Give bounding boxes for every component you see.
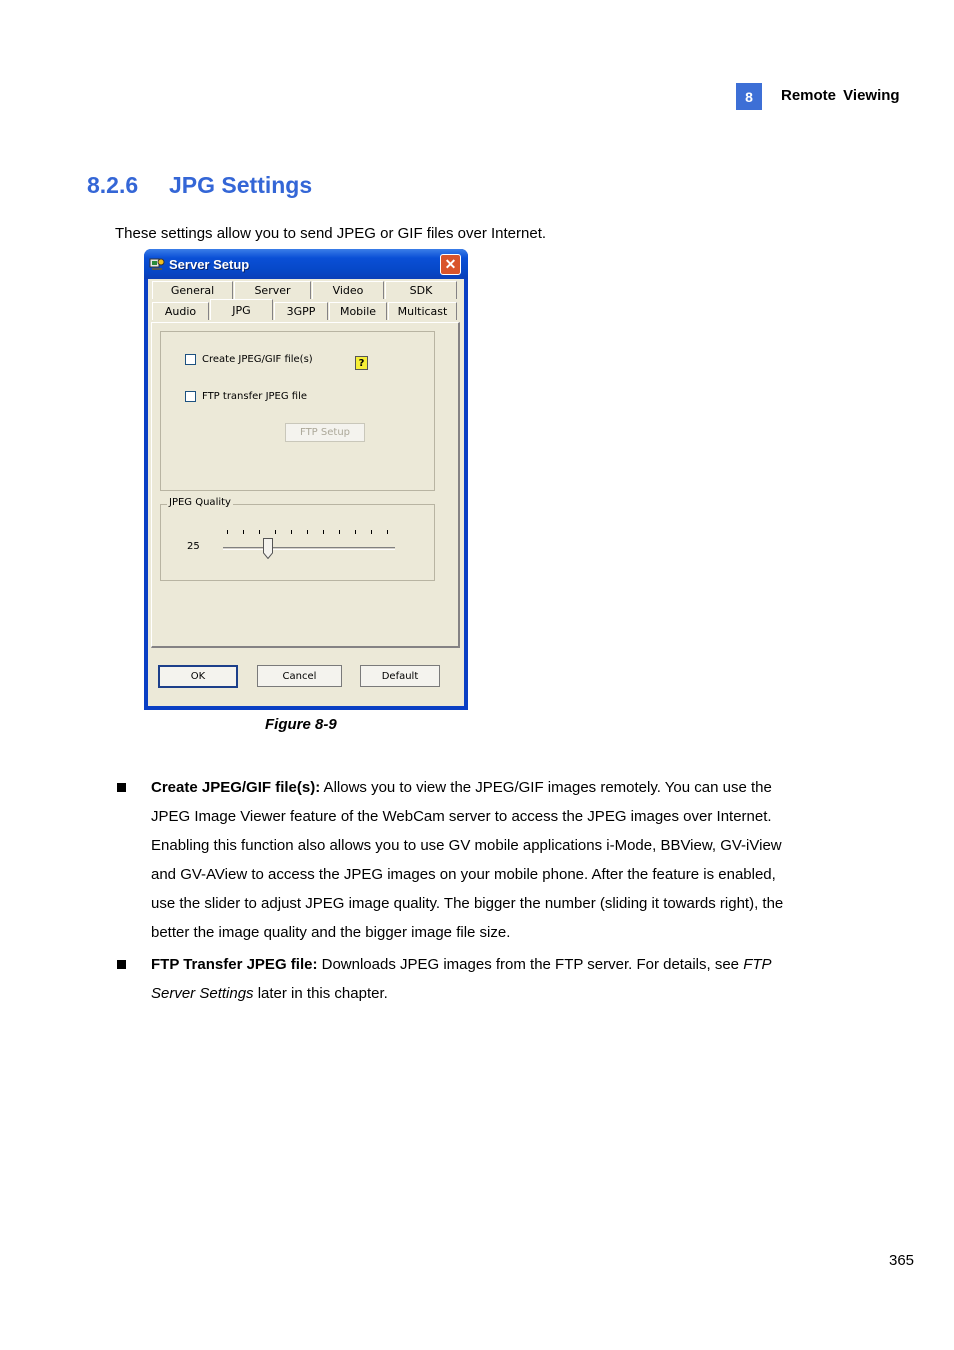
jpg-tab-panel: [151, 322, 460, 648]
slider-tick: [291, 530, 292, 534]
close-button[interactable]: [440, 254, 461, 275]
bullet-line: better the image quality and the bigger image file size.: [151, 924, 511, 941]
slider-tick: [275, 530, 276, 534]
slider-tick: [371, 530, 372, 534]
slider-tick: [355, 530, 356, 534]
bullet-ftp-transfer: [151, 950, 851, 1008]
server-setup-dialog: [144, 249, 468, 710]
ftp-transfer-label: FTP transfer JPEG file: [202, 391, 308, 402]
tab-multicast[interactable]: Multicast: [388, 302, 457, 320]
cancel-button[interactable]: Cancel: [257, 665, 342, 687]
tab-3gpp[interactable]: 3GPP: [274, 302, 328, 320]
tab-jpg[interactable]: JPG: [210, 299, 273, 320]
jpeg-quality-group: [160, 497, 435, 581]
tab-sdk[interactable]: SDK: [385, 281, 457, 299]
bullet-line: [151, 950, 851, 979]
ftp-transfer-checkbox[interactable]: [185, 391, 196, 402]
jpeg-quality-slider-thumb[interactable]: [263, 538, 273, 559]
slider-tick: [259, 530, 260, 534]
jpg-options-group: [160, 331, 435, 491]
bullet-line: [151, 773, 851, 802]
bullet-line: use the slider to adjust JPEG image quality. The bigger the number (sliding it towards right), the: [151, 895, 784, 912]
create-jpeg-gif-label: Create JPEG/GIF file(s): [202, 354, 313, 365]
close-icon: ✕: [444, 256, 457, 272]
chapter-title: Remote Viewing: [781, 87, 900, 104]
jpeg-quality-value: 25: [187, 541, 200, 552]
tab-video[interactable]: Video: [312, 281, 384, 299]
dialog-title: Server Setup: [169, 257, 250, 272]
intro-paragraph: These settings allow you to send JPEG or GIF files over Internet.: [115, 225, 547, 242]
dialog-titlebar[interactable]: [144, 249, 468, 279]
figure-caption: Figure 8-9: [265, 716, 337, 733]
section-title: JPG Settings: [169, 172, 313, 198]
bullet-line: JPEG Image Viewer feature of the WebCam server to access the JPEG images over Internet.: [151, 808, 772, 825]
slider-tick: [307, 530, 308, 534]
bullet-text: Downloads JPEG images from the FTP server. For details, see: [317, 956, 744, 973]
chapter-number-badge: 8: [736, 83, 762, 110]
bullet-line: and GV-AView to access the JPEG images on your mobile phone. After the feature is enabled,: [151, 866, 776, 883]
slider-tick: [323, 530, 324, 534]
tab-server[interactable]: Server: [234, 281, 311, 299]
help-question-mark: ?: [358, 357, 365, 369]
bullet-text: Allows you to view the JPEG/GIF images remotely. You can use the: [320, 779, 772, 796]
help-icon[interactable]: [355, 356, 368, 370]
create-jpeg-gif-option[interactable]: [185, 354, 313, 365]
tab-mobile[interactable]: Mobile: [329, 302, 387, 320]
slider-tick: [387, 530, 388, 534]
bullet-italic-ref: FTP: [743, 956, 772, 973]
bullet-create-jpeg: [151, 773, 851, 947]
default-button[interactable]: Default: [360, 665, 440, 687]
bullet-italic-ref: Server Settings: [151, 985, 254, 1002]
ftp-setup-button[interactable]: FTP Setup: [285, 423, 365, 442]
slider-tick: [227, 530, 228, 534]
dialog-client-area: [148, 279, 464, 706]
bullet-text: later in this chapter.: [253, 985, 388, 1002]
section-number: 8.2.6: [87, 172, 139, 198]
page-number: 365: [889, 1252, 915, 1269]
ok-button[interactable]: OK: [158, 665, 238, 688]
bullet-line: [151, 979, 851, 1008]
create-jpeg-gif-checkbox[interactable]: [185, 354, 196, 365]
bullet-square-icon: [117, 783, 126, 792]
bullet-square-icon: [117, 960, 126, 969]
server-app-icon: [149, 256, 165, 272]
tab-general[interactable]: General: [152, 281, 233, 299]
jpeg-quality-slider-track[interactable]: [223, 547, 395, 550]
slider-tick: [339, 530, 340, 534]
ftp-transfer-option[interactable]: [185, 391, 307, 402]
tab-audio[interactable]: Audio: [152, 302, 209, 320]
bullet-line: Enabling this function also allows you to use GV mobile applications i-Mode, BBView, GV-iView: [151, 837, 782, 854]
bullet-term: FTP Transfer JPEG file:: [151, 956, 318, 973]
bullet-term: Create JPEG/GIF file(s):: [151, 779, 321, 796]
jpeg-quality-label: JPEG Quality: [169, 497, 231, 508]
section-heading: [87, 172, 312, 199]
slider-tick: [243, 530, 244, 534]
